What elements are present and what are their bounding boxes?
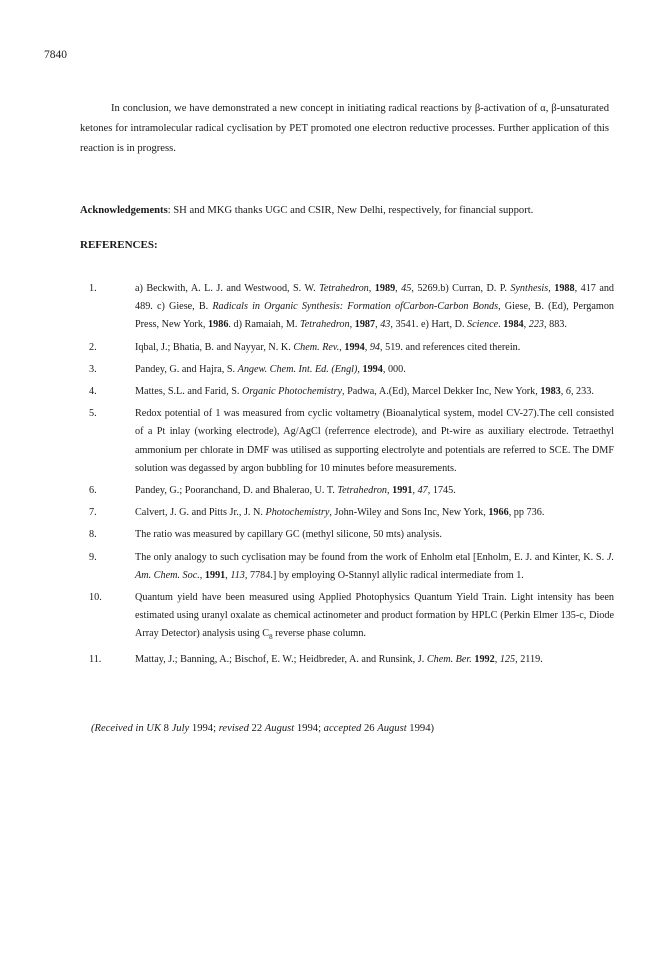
- reference-text-run: Radicals in Organic Synthesis: Formation ofCarbon-Carbon Bonds: [212, 301, 499, 313]
- accepted-month: August: [377, 723, 407, 734]
- reference-number: 3.: [89, 363, 97, 375]
- reference-number: 4.: [89, 386, 97, 398]
- reference-number: 8.: [89, 529, 97, 541]
- acknowledgements-label: Acknowledgements: [80, 205, 168, 216]
- reference-text-run: The ratio was measured by capillary GC (methyl silicone, 50 mts) analysis.: [135, 529, 442, 541]
- reference-text-run: , 3541. e) Hart, D.: [390, 319, 468, 331]
- received-label: Received in UK: [94, 723, 162, 734]
- reference-text: [135, 280, 614, 335]
- reference-text-run: ,: [548, 283, 555, 294]
- reference-text-run: Mattes, S.L. and Farid, S.: [135, 386, 242, 398]
- reference-item: [84, 482, 614, 500]
- reference-text-run: 45: [401, 283, 412, 294]
- reference-text-run: , pp 736.: [508, 507, 545, 519]
- reference-text-run: , 883.: [544, 319, 567, 331]
- reference-number: 1.: [89, 283, 97, 294]
- reference-text-run: Pandey, G. and Hajra, S.: [135, 363, 238, 375]
- revised-label: revised: [218, 723, 249, 734]
- reference-text-run: ,: [199, 569, 205, 581]
- reference-text-run: Chem. Rev.: [293, 341, 340, 353]
- reference-text-run: reverse phase column.: [272, 628, 366, 640]
- reference-text-run: Mattay, J.; Banning, A.; Bischof, E. W.; Heidbreder, A. and Runsink, J.: [135, 653, 427, 665]
- reference-number: 10.: [89, 592, 102, 604]
- reference-item: [84, 504, 614, 522]
- reference-text-run: ,: [349, 319, 355, 331]
- reference-text-run: , Padwa, A.(Ed), Marcel Dekker Inc, New York,: [342, 386, 541, 398]
- reference-number: 7.: [89, 507, 97, 519]
- reference-item: [84, 361, 614, 379]
- reference-item: [84, 589, 614, 647]
- reference-text-run: 113: [230, 569, 245, 581]
- revised-date: 22: [248, 723, 265, 734]
- reference-text-run: Angew. Chem. Int. Ed. (Engl): [237, 363, 358, 375]
- received-open: (: [91, 723, 95, 734]
- reference-number: 9.: [89, 551, 97, 563]
- reference-text-run: , 5269.b) Curran, D. P.: [411, 283, 511, 294]
- reference-text-run: ,: [375, 319, 381, 331]
- reference-text-run: 1994: [362, 363, 383, 375]
- reference-text-run: a) Beckwith, A. L. J. and Westwood, S. W.: [135, 283, 320, 294]
- reference-number: 6.: [89, 485, 97, 497]
- reference-text-run: , 233.: [570, 386, 594, 398]
- reference-item: [84, 280, 614, 335]
- reference-text-run: ,: [387, 485, 393, 497]
- reference-text-run: Photochemistry: [265, 507, 330, 519]
- conclusion-section: [80, 99, 609, 159]
- received-year: 1994;: [189, 723, 219, 734]
- reference-text-run: 1966: [488, 507, 509, 519]
- reference-text-run: . d) Ramaiah, M.: [228, 319, 300, 331]
- reference-text-run: 8: [269, 633, 273, 642]
- reference-text-run: 1988: [554, 283, 575, 294]
- reference-text-run: 1994: [344, 341, 365, 353]
- reference-text-run: Tetrahedron: [337, 485, 388, 497]
- reference-text-run: Tetrahedron: [300, 319, 350, 331]
- reference-text-run: 43: [380, 319, 391, 331]
- reference-text-run: , 2119.: [515, 653, 543, 665]
- reference-text-run: Science: [467, 319, 499, 331]
- reference-text-run: .: [498, 319, 504, 331]
- reference-item: [84, 405, 614, 478]
- reference-text: [135, 651, 614, 669]
- acknowledgements-text: : SH and MKG thanks UGC and CSIR, New Delhi, respectively, for financial support.: [167, 205, 534, 216]
- reference-text-run: Synthesis: [510, 283, 549, 294]
- reference-text-run: ,: [494, 653, 500, 665]
- reference-text-run: Tetrahedron: [319, 283, 369, 294]
- references-list: [84, 280, 614, 673]
- acknowledgements: [80, 201, 620, 221]
- reference-text-run: ,: [560, 386, 566, 398]
- reference-text: [135, 526, 614, 544]
- reference-number: 11.: [89, 653, 102, 665]
- reference-number: 5.: [89, 408, 97, 420]
- reference-text-run: ,: [357, 363, 363, 375]
- reference-text-run: , 000.: [382, 363, 406, 375]
- reference-text-run: 6: [565, 386, 571, 398]
- reference-text: [135, 361, 614, 379]
- reference-text-run: Iqbal, J.; Bhatia, B. and Nayyar, N. K.: [135, 341, 294, 353]
- reference-text-run: 223: [528, 319, 544, 331]
- revised-year: 1994;: [294, 723, 324, 734]
- reference-text-run: 1983: [540, 386, 561, 398]
- reference-text: [135, 549, 614, 585]
- reference-text-run: ,: [523, 319, 529, 331]
- reference-text: [135, 339, 614, 357]
- reference-text-run: 94: [369, 341, 380, 353]
- reference-text-run: ,: [368, 283, 375, 294]
- reference-text-run: 1989: [374, 283, 396, 294]
- reference-text-run: ,: [364, 341, 370, 353]
- reference-item: [84, 651, 614, 669]
- references-heading: REFERENCES:: [80, 239, 158, 251]
- reference-text-run: , 519. and references cited therein.: [380, 341, 521, 353]
- reference-text-run: Chem. Ber.: [426, 653, 472, 665]
- reference-item: [84, 526, 614, 544]
- received-date: 8: [161, 723, 172, 734]
- reference-text-run: 125: [499, 653, 516, 665]
- reference-text: [135, 383, 614, 401]
- reference-text-run: 1986: [208, 319, 229, 331]
- reference-text: [135, 482, 614, 500]
- reference-text-run: , 7784.] by employing O-Stannyl allylic radical intermediate from 1.: [244, 569, 524, 581]
- reference-text: [135, 589, 614, 647]
- reference-text-run: 1991: [204, 569, 226, 581]
- reference-text-run: Redox potential of 1 was measured from cyclic voltametry (Bioanalytical system, model CV-27).The cell consisted of a Pt inlay (working electrode), Ag/AgCl (referrence electrode), and Pt-wire as auxiliary electrode. Tetraethyl ammonium per chlorate in DMF was utilised as supporting electrolyte and potentials are referred to SCE. The DMF solution was degassed by argon bubbling for 10 minutes before measurements.: [135, 408, 614, 474]
- reference-text-run: 1992: [474, 653, 495, 665]
- conclusion-paragraph: In conclusion, we have demonstrated a new concept in initiating radical reactions by β-activation of α, β-unsaturated ketones for intramolecular radical cyclisation by PET promoted one electron reductive processes. Further application of this reaction is in progress.: [80, 103, 609, 154]
- reference-item: [84, 549, 614, 585]
- accepted-year: 1994): [406, 723, 435, 734]
- revised-month: August: [264, 723, 295, 734]
- reference-text-run: 1987: [354, 319, 376, 331]
- reference-text-run: Organic Photochemistry: [241, 386, 343, 398]
- reference-text-run: Pandey, G.; Pooranchand, D. and Bhalerao, U. T.: [135, 485, 338, 497]
- reference-text-run: , Giese, B. (Ed), Pergamon Press, New York,: [135, 301, 615, 331]
- reference-text-run: 47: [417, 485, 428, 497]
- reference-number: 2.: [89, 341, 97, 353]
- reference-text: [135, 405, 614, 478]
- reference-text-run: , John-Wiley and Sons Inc, New York,: [329, 507, 489, 519]
- received-month: July: [171, 723, 190, 734]
- reference-text: [135, 504, 614, 522]
- page-number: 7840: [44, 49, 67, 61]
- reference-text-run: J. Am. Chem. Soc.: [135, 551, 614, 581]
- reference-text-run: , 1745.: [427, 485, 456, 497]
- reference-text-run: Calvert, J. G. and Pitts Jr., J. N.: [135, 507, 266, 519]
- reference-item: [84, 339, 614, 357]
- reference-text-run: ,: [225, 569, 231, 581]
- reference-text-run: The only analogy to such cyclisation may be found from the work of Enholm etal [Enholm, E. J. and Kinter, K. S.: [135, 551, 607, 563]
- reference-text-run: 1991: [392, 485, 413, 497]
- reference-text-run: ,: [339, 341, 345, 353]
- accepted-date: 26: [361, 723, 378, 734]
- reference-item: [84, 383, 614, 401]
- reference-text-run: 1984: [503, 319, 524, 331]
- reference-text-run: , 417 and 489. c) Giese, B.: [135, 283, 615, 313]
- reference-text-run: ,: [412, 485, 418, 497]
- accepted-label: accepted: [323, 723, 362, 734]
- reference-text-run: ,: [395, 283, 402, 294]
- reference-text-run: Quantum yield have been measured using Applied Photophysics Quantum Yield Train. Light intensity has been estimated using uranyl oxalate as chemical actinometer and product formation by HPLC (Perkin Elmer 135-c, Diode Array Detector) analysis using C: [135, 592, 614, 640]
- received-line: [91, 719, 631, 739]
